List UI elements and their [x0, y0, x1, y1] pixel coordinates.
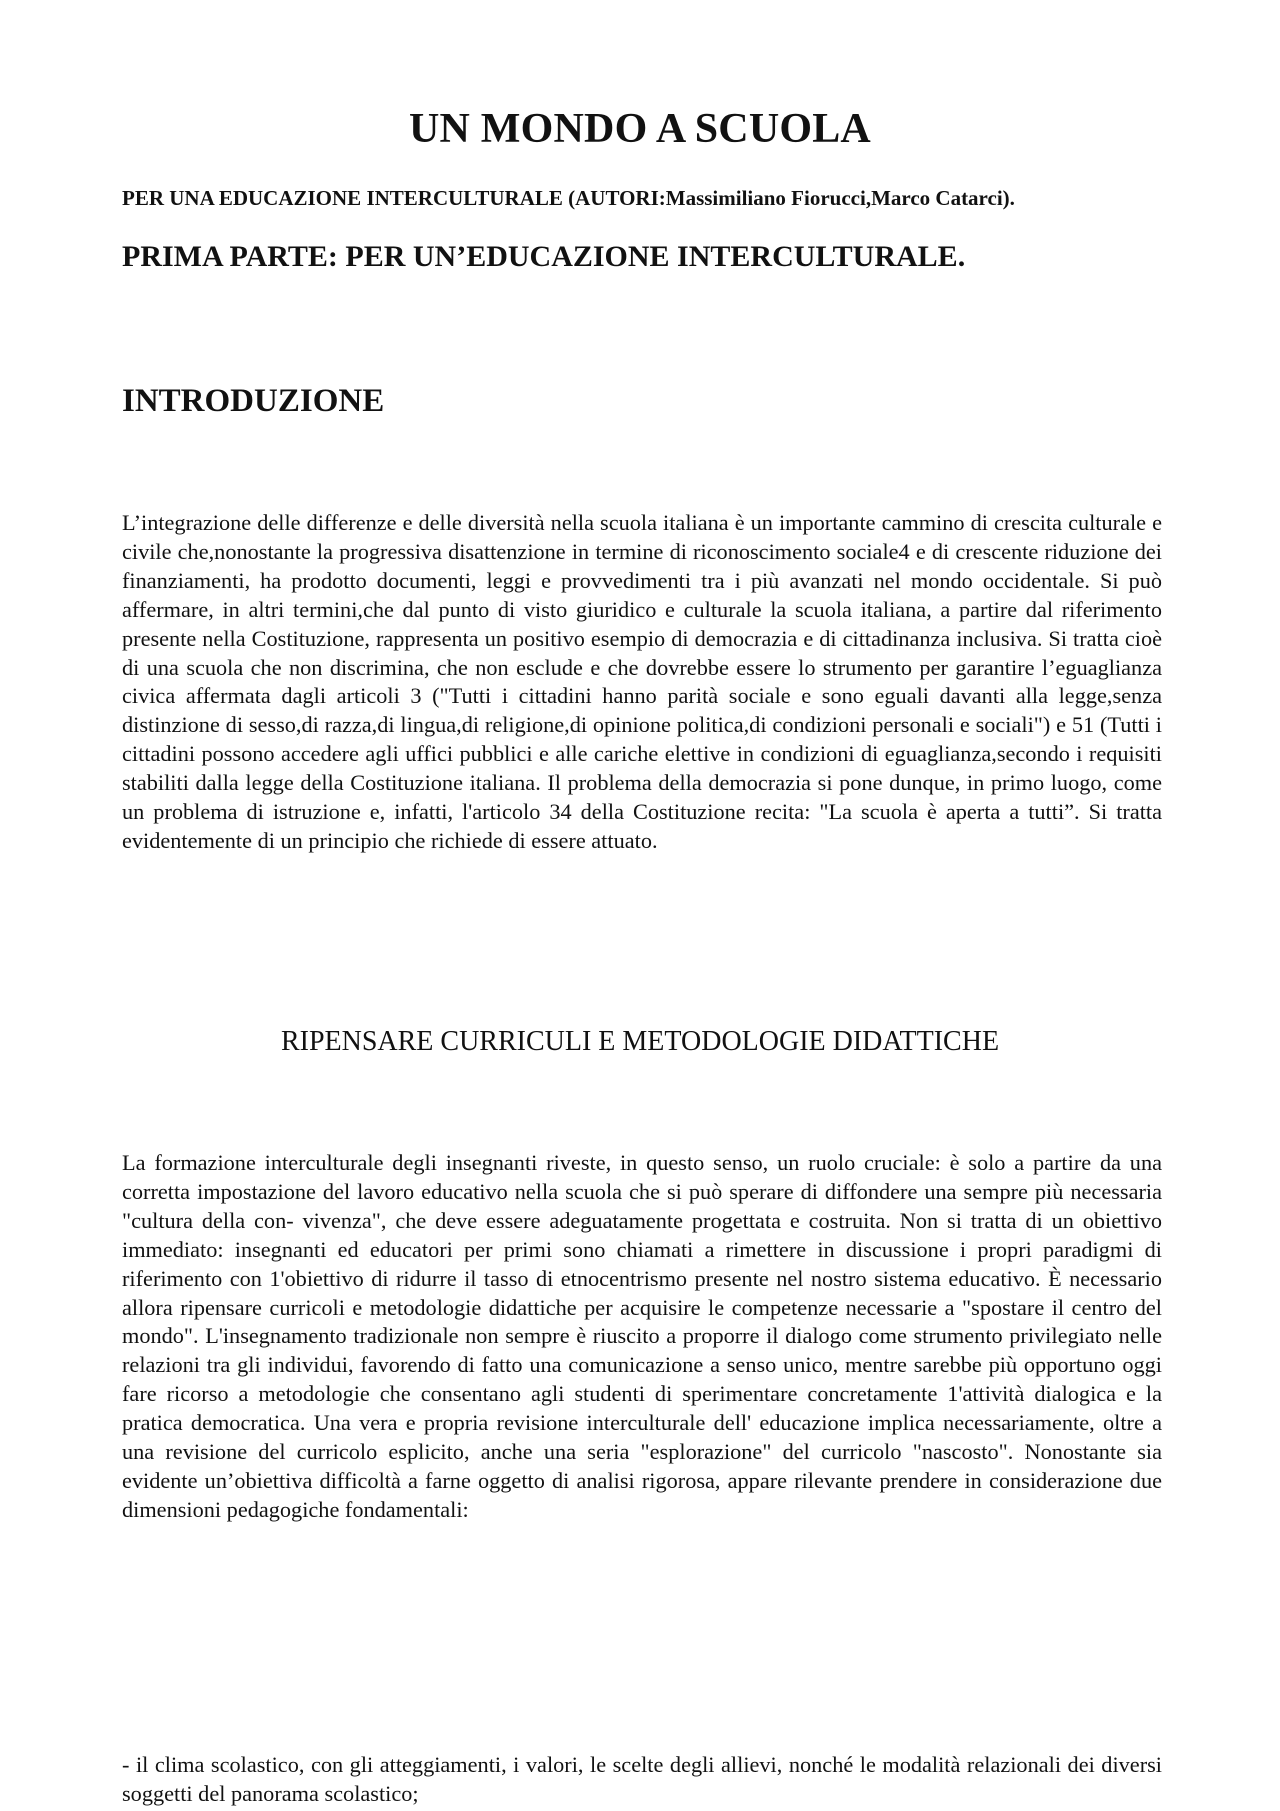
section-heading: RIPENSARE CURRICULI E METODOLOGIE DIDATTICHE: [280, 1026, 1000, 1057]
document-subtitle: PER UNA EDUCAZIONE INTERCULTURALE (AUTORI:Massimiliano Fiorucci,Marco Catarci).: [122, 186, 1015, 210]
section-paragraph: La formazione interculturale degli insegnanti riveste, in questo senso, un ruolo cruciale: è solo a partire da una corretta impostazione del lavoro educativo nella scuola che si può sperare di diffondere una sempre più necessaria "cultura della con- vivenza", che deve essere adeguatamente progettata e costruita. Non si tratta di un obiettivo immediato: insegnanti ed educatori per primi sono chiamati a rimettere in discussione i propri paradigmi di riferimento con 1'obiettivo di ridurre il tasso di etnocentrismo presente nel nostro sistema educativo. È necessario allora ripensare curricoli e metodologie didattiche per acquisire le competenze necessarie a "spostare il centro del mondo". L'insegnamento tradizionale non sempre è riuscito a proporre il dialogo come strumento privilegiato nelle relazioni tra gli individui, favorendo di fatto una comunicazione a senso unico, mentre sarebbe più opportuno oggi fare ricorso a metodologie che consentano agli studenti di sperimentare concretamente 1'attività dialogica e la pratica democratica. Una vera e propria revisione interculturale dell' educazione implica necessariamente, oltre a una revisione del curricolo esplicito, anche una seria "esplorazione" del curricolo "nascosto". Nonostante sia evidente un’obiettiva difficoltà a farne oggetto di analisi rigorosa, appare rilevante prendere in considerazione due dimensioni pedagogiche fondamentali:: [122, 1150, 1162, 1522]
document-title: UN MONDO A SCUOLA: [409, 106, 871, 152]
bullet-item: - il clima scolastico, con gli atteggiamenti, i valori, le scelte degli allievi, nonché le modalità relazionali dei diversi soggetti del panorama scolastico;: [122, 1752, 1162, 1806]
introduction-paragraph: L’integrazione delle differenze e delle diversità nella scuola italiana è un importante cammino di crescita culturale e civile che,nonostante la progressiva disattenzione in termine di riconoscimento sociale4 e di crescente riduzione dei finanziamenti, ha prodotto documenti, leggi e provvedimenti tra i più avanzati nel mondo occidentale. Si può affermare, in altri termini,che dal punto di visto giuridico e culturale la scuola italiana, a partire dal riferimento presente nella Costituzione, rappresenta un positivo esempio di democrazia e di cittadinanza inclusiva. Si tratta cioè di una scuola che non discrimina, che non esclude e che dovrebbe essere lo strumento per garantire l’eguaglianza civica affermata dagli articoli 3 ("Tutti i cittadini hanno parità sociale e sono eguali davanti alla legge,senza distinzione di sesso,di razza,di lingua,di religione,di opinione politica,di condizioni personali e sociali") e 51 (Tutti i cittadini possono accedere agli uffici pubblici e alle cariche elettive in condizioni di eguaglianza,secondo i requisiti stabiliti dalla legge della Costituzione italiana. Il problema della democrazia si pone dunque, in primo luogo, come un problema di istruzione e, infatti, l'articolo 34 della Costituzione recita: "La scuola è aperta a tutti”. Si tratta evidentemente di un principio che richiede di essere attuato.: [122, 510, 1162, 853]
part-heading: PRIMA PARTE: PER UN’EDUCAZIONE INTERCULTURALE.: [122, 240, 966, 273]
introduction-heading: INTRODUZIONE: [122, 383, 385, 419]
